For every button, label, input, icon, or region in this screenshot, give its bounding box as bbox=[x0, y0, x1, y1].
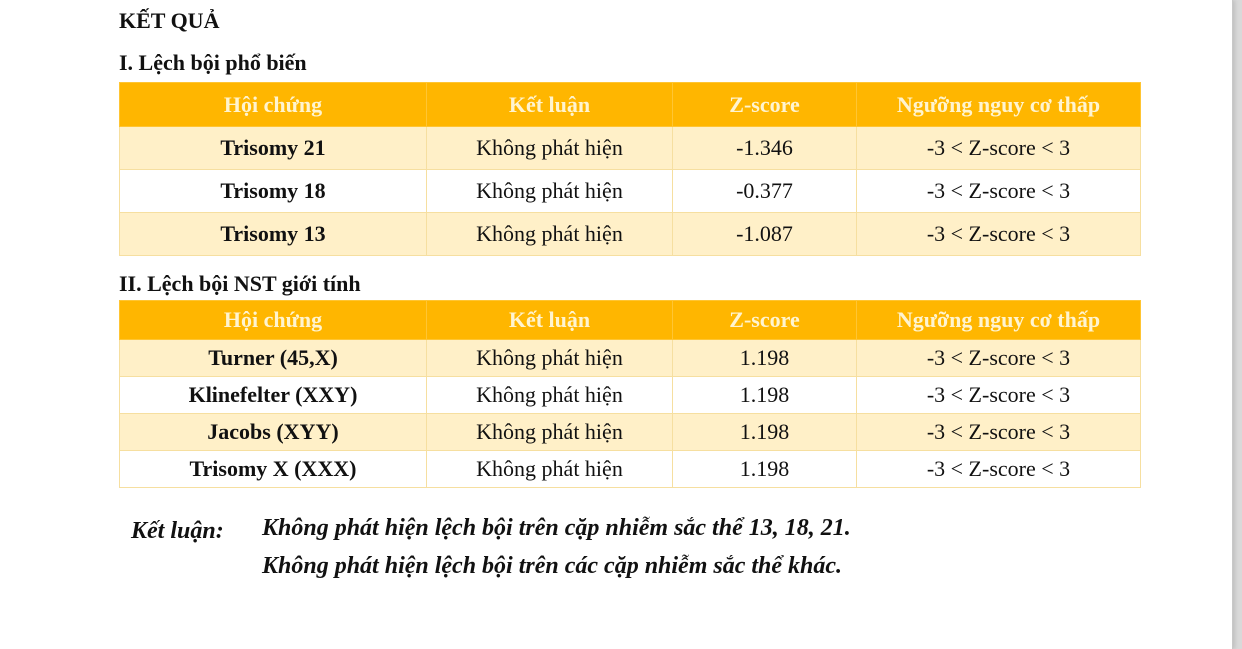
syndrome-cell: Klinefelter (XXY) bbox=[120, 377, 427, 414]
column-header-syndrome: Hội chứng bbox=[120, 83, 427, 127]
table-row bbox=[120, 213, 1141, 256]
syndrome-cell: Trisomy 13 bbox=[120, 213, 427, 256]
conclusion-cell: Không phát hiện bbox=[427, 213, 673, 256]
syndrome-cell: Turner (45,X) bbox=[120, 340, 427, 377]
table-row bbox=[120, 340, 1141, 377]
conclusion-line: Không phát hiện lệch bội trên các cặp nhiễm sắc thể khác. bbox=[262, 553, 843, 579]
column-header-low-risk-threshold: Ngưỡng nguy cơ thấp bbox=[857, 301, 1141, 340]
zscore-cell: -1.346 bbox=[673, 127, 857, 170]
threshold-cell: -3 < Z-score < 3 bbox=[857, 127, 1141, 170]
column-header-syndrome: Hội chứng bbox=[120, 301, 427, 340]
conclusion-cell: Không phát hiện bbox=[427, 170, 673, 213]
column-header-low-risk-threshold: Ngưỡng nguy cơ thấp bbox=[857, 83, 1141, 127]
section-title-sex-chromosome-aneuploidy: II. Lệch bội NST giới tính bbox=[119, 271, 361, 296]
zscore-cell: 1.198 bbox=[673, 377, 857, 414]
conclusion-cell: Không phát hiện bbox=[427, 340, 673, 377]
zscore-cell: -0.377 bbox=[673, 170, 857, 213]
column-header-conclusion: Kết luận bbox=[427, 83, 673, 127]
common-aneuploidy-table bbox=[119, 82, 1141, 256]
table-row bbox=[120, 414, 1141, 451]
table-row bbox=[120, 377, 1141, 414]
table-header-row bbox=[120, 83, 1141, 127]
zscore-cell: 1.198 bbox=[673, 340, 857, 377]
syndrome-cell: Trisomy X (XXX) bbox=[120, 451, 427, 488]
table-row bbox=[120, 451, 1141, 488]
column-header-conclusion: Kết luận bbox=[427, 301, 673, 340]
conclusion-cell: Không phát hiện bbox=[427, 377, 673, 414]
threshold-cell: -3 < Z-score < 3 bbox=[857, 340, 1141, 377]
syndrome-cell: Trisomy 18 bbox=[120, 170, 427, 213]
column-header-zscore: Z-score bbox=[673, 83, 857, 127]
conclusion-label: Kết luận: bbox=[131, 518, 224, 544]
conclusion-cell: Không phát hiện bbox=[427, 414, 673, 451]
zscore-cell: 1.198 bbox=[673, 451, 857, 488]
column-header-zscore: Z-score bbox=[673, 301, 857, 340]
table-row bbox=[120, 127, 1141, 170]
syndrome-cell: Jacobs (XYY) bbox=[120, 414, 427, 451]
conclusion-cell: Không phát hiện bbox=[427, 451, 673, 488]
threshold-cell: -3 < Z-score < 3 bbox=[857, 451, 1141, 488]
report-title: KẾT QUẢ bbox=[119, 8, 220, 33]
sex-chromosome-aneuploidy-table bbox=[119, 300, 1141, 488]
conclusion-line: Không phát hiện lệch bội trên cặp nhiễm sắc thể 13, 18, 21. bbox=[262, 515, 851, 541]
conclusion-cell: Không phát hiện bbox=[427, 127, 673, 170]
zscore-cell: -1.087 bbox=[673, 213, 857, 256]
threshold-cell: -3 < Z-score < 3 bbox=[857, 170, 1141, 213]
section-title-common-aneuploidy: I. Lệch bội phổ biến bbox=[119, 50, 307, 75]
zscore-cell: 1.198 bbox=[673, 414, 857, 451]
threshold-cell: -3 < Z-score < 3 bbox=[857, 213, 1141, 256]
table-row bbox=[120, 170, 1141, 213]
syndrome-cell: Trisomy 21 bbox=[120, 127, 427, 170]
threshold-cell: -3 < Z-score < 3 bbox=[857, 377, 1141, 414]
table-header-row bbox=[120, 301, 1141, 340]
threshold-cell: -3 < Z-score < 3 bbox=[857, 414, 1141, 451]
